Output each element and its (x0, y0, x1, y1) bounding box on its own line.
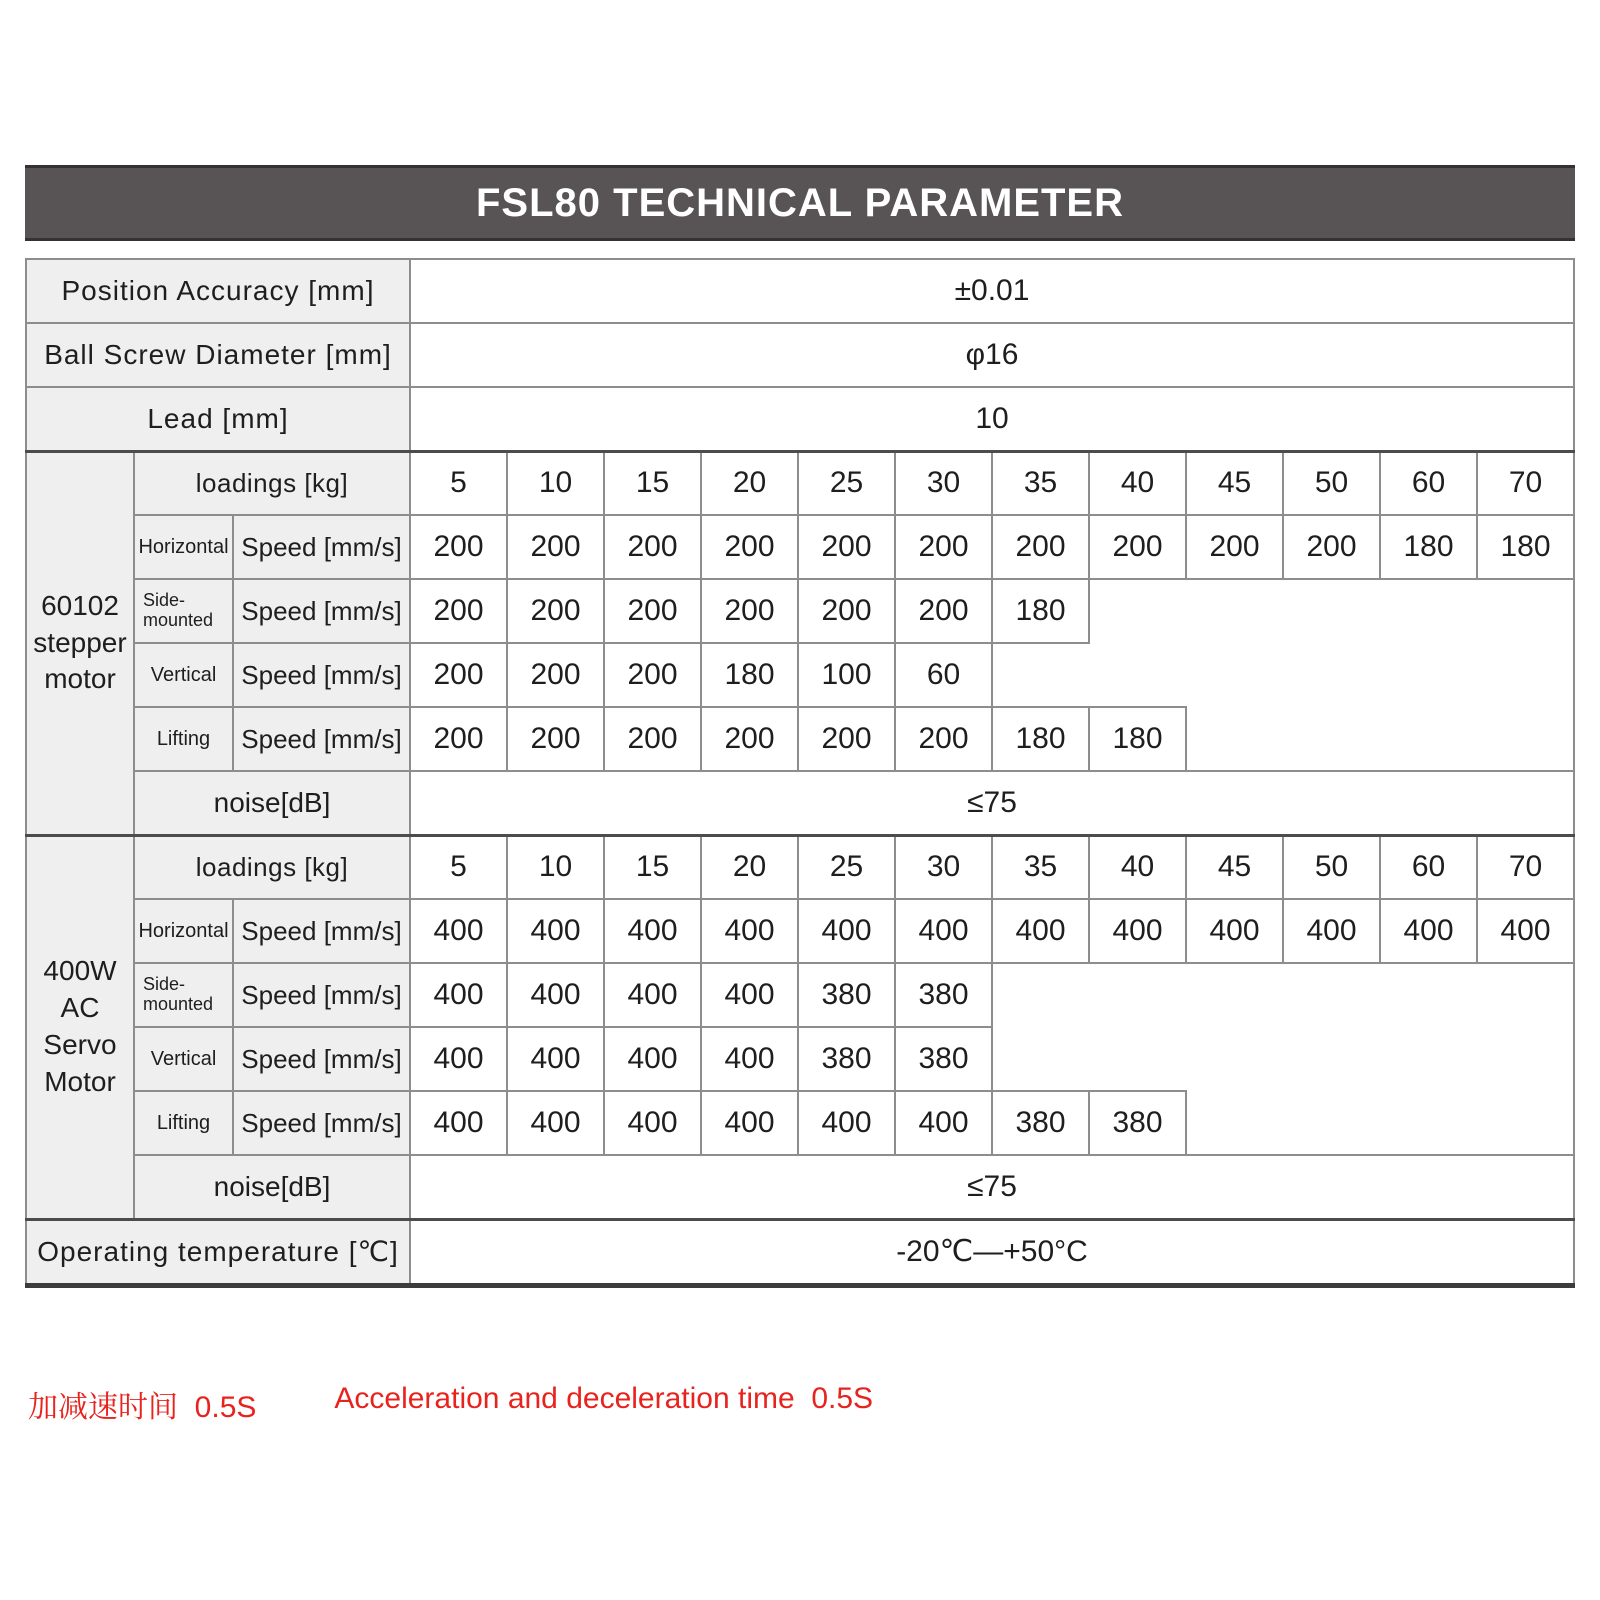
speed-cell: 380 (1089, 1091, 1186, 1155)
value-position-accuracy: ±0.01 (410, 259, 1574, 323)
table-row (26, 387, 1574, 451)
speed-cell: 400 (701, 899, 798, 963)
speed-cell: 400 (701, 1091, 798, 1155)
speed-unit-label: Speed [mm/s] (233, 1027, 410, 1091)
table-row (26, 707, 1574, 771)
speed-cell: 380 (895, 963, 992, 1027)
loading-header-cell: 45 (1186, 835, 1283, 899)
speed-cell: 200 (604, 643, 701, 707)
speed-cell: 100 (798, 643, 895, 707)
loading-header-cell: 35 (992, 835, 1089, 899)
speed-cell: 400 (798, 1091, 895, 1155)
acceleration-note-en: Acceleration and deceleration time 0.5S (334, 1382, 874, 1415)
speed-cell: 400 (701, 1027, 798, 1091)
servo-motor-name (26, 835, 134, 1219)
acceleration-note (28, 1382, 873, 1426)
speed-cell: 400 (604, 899, 701, 963)
speed-cell: 200 (798, 579, 895, 643)
speed-cell: 400 (410, 899, 507, 963)
table-row (26, 515, 1574, 579)
noise-value: ≤75 (410, 771, 1574, 835)
empty-cells (992, 1027, 1574, 1091)
loading-header-cell: 25 (798, 835, 895, 899)
orientation-label-lifting: Lifting (134, 1091, 233, 1155)
label-position-accuracy: Position Accuracy [mm] (26, 259, 410, 323)
speed-cell: 200 (507, 515, 604, 579)
empty-cells (992, 643, 1574, 707)
motor-name-line: motor (44, 663, 116, 695)
page-title: FSL80 TECHNICAL PARAMETER (475, 180, 1124, 225)
motor-name-line: AC (60, 992, 100, 1024)
value-operating-temperature: -20℃—+50°C (410, 1219, 1574, 1285)
table-row (26, 643, 1574, 707)
noise-label: noise[dB] (134, 771, 410, 835)
loading-header-cell: 40 (1089, 835, 1186, 899)
speed-cell: 200 (410, 515, 507, 579)
speed-unit-label: Speed [mm/s] (233, 963, 410, 1027)
loading-header-cell: 5 (410, 835, 507, 899)
motor-name-line: Servo (43, 1029, 117, 1060)
loadings-label: loadings [kg] (134, 451, 410, 515)
speed-cell: 400 (992, 899, 1089, 963)
speed-unit-label: Speed [mm/s] (233, 643, 410, 707)
orientation-line: Side- (143, 974, 186, 995)
speed-cell: 200 (701, 515, 798, 579)
speed-cell: 200 (507, 707, 604, 771)
speed-cell: 380 (992, 1091, 1089, 1155)
stepper-motor-name (26, 451, 134, 835)
table-row (26, 899, 1574, 963)
label-lead: Lead [mm] (26, 387, 410, 451)
orientation-label-side-mounted (134, 963, 233, 1027)
speed-cell: 200 (507, 579, 604, 643)
orientation-label-horizontal: Horizontal (134, 899, 233, 963)
speed-cell: 180 (992, 707, 1089, 771)
motor-name-line: 60102 (41, 589, 119, 621)
speed-cell: 400 (604, 1091, 701, 1155)
speed-cell: 400 (507, 899, 604, 963)
speed-cell: 380 (798, 1027, 895, 1091)
speed-cell: 200 (410, 707, 507, 771)
table-row (26, 1027, 1574, 1091)
loading-header-cell: 50 (1283, 451, 1380, 515)
speed-cell: 180 (701, 643, 798, 707)
speed-cell: 180 (1477, 515, 1574, 579)
title-bar (25, 165, 1575, 241)
loading-header-cell: 20 (701, 835, 798, 899)
speed-cell: 400 (410, 1027, 507, 1091)
speed-cell: 400 (895, 1091, 992, 1155)
speed-cell: 200 (895, 515, 992, 579)
speed-cell: 200 (1186, 515, 1283, 579)
loading-header-cell: 40 (1089, 451, 1186, 515)
table-row (26, 835, 1574, 899)
speed-cell: 400 (1380, 899, 1477, 963)
acceleration-note-cn: 加减速时间 0.5S (28, 1391, 257, 1424)
orientation-line: Side- (143, 590, 186, 611)
table-row (26, 451, 1574, 515)
table-row (26, 1219, 1574, 1285)
orientation-label-horizontal: Horizontal (134, 515, 233, 579)
speed-cell: 60 (895, 643, 992, 707)
speed-cell: 200 (604, 515, 701, 579)
speed-unit-label: Speed [mm/s] (233, 899, 410, 963)
orientation-line: mounted (143, 994, 214, 1014)
value-lead: 10 (410, 387, 1574, 451)
speed-cell: 200 (992, 515, 1089, 579)
speed-cell: 200 (798, 515, 895, 579)
speed-unit-label: Speed [mm/s] (233, 707, 410, 771)
speed-cell: 200 (507, 643, 604, 707)
speed-cell: 180 (1089, 707, 1186, 771)
table-row (26, 771, 1574, 835)
label-ball-screw-diameter: Ball Screw Diameter [mm] (26, 323, 410, 387)
table-row (26, 259, 1574, 323)
speed-cell: 200 (895, 707, 992, 771)
speed-cell: 400 (1089, 899, 1186, 963)
loading-header-cell: 20 (701, 451, 798, 515)
speed-cell: 400 (701, 963, 798, 1027)
speed-cell: 200 (798, 707, 895, 771)
loading-header-cell: 45 (1186, 451, 1283, 515)
loading-header-cell: 15 (604, 835, 701, 899)
loading-header-cell: 35 (992, 451, 1089, 515)
speed-cell: 180 (992, 579, 1089, 643)
speed-cell: 400 (410, 1091, 507, 1155)
speed-cell: 400 (895, 899, 992, 963)
orientation-label-side-mounted (134, 579, 233, 643)
technical-parameter-table (25, 258, 1575, 1288)
speed-cell: 400 (604, 1027, 701, 1091)
empty-cells (992, 963, 1574, 1027)
loading-header-cell: 60 (1380, 451, 1477, 515)
label-operating-temperature: Operating temperature [℃] (26, 1219, 410, 1285)
loading-header-cell: 60 (1380, 835, 1477, 899)
loading-header-cell: 70 (1477, 451, 1574, 515)
speed-cell: 400 (1283, 899, 1380, 963)
loading-header-cell: 50 (1283, 835, 1380, 899)
noise-label: noise[dB] (134, 1155, 410, 1219)
empty-cells (1186, 707, 1574, 771)
speed-cell: 400 (1477, 899, 1574, 963)
speed-cell: 400 (507, 963, 604, 1027)
orientation-label-vertical: Vertical (134, 1027, 233, 1091)
speed-cell: 200 (1089, 515, 1186, 579)
speed-cell: 200 (701, 707, 798, 771)
loading-header-cell: 5 (410, 451, 507, 515)
speed-cell: 400 (507, 1027, 604, 1091)
speed-cell: 200 (701, 579, 798, 643)
motor-name-line: Motor (44, 1065, 116, 1097)
empty-cells (1186, 1091, 1574, 1155)
loading-header-cell: 30 (895, 451, 992, 515)
speed-cell: 400 (798, 899, 895, 963)
orientation-label-lifting: Lifting (134, 707, 233, 771)
speed-unit-label: Speed [mm/s] (233, 579, 410, 643)
loading-header-cell: 10 (507, 451, 604, 515)
loading-header-cell: 10 (507, 835, 604, 899)
speed-cell: 400 (410, 963, 507, 1027)
table-row (26, 323, 1574, 387)
motor-name-line: 400W (43, 955, 117, 987)
speed-unit-label: Speed [mm/s] (233, 1091, 410, 1155)
table-row (26, 1155, 1574, 1219)
speed-cell: 200 (604, 579, 701, 643)
speed-cell: 200 (895, 579, 992, 643)
value-ball-screw-diameter: φ16 (410, 323, 1574, 387)
motor-name-line: stepper (33, 626, 127, 658)
speed-cell: 200 (410, 579, 507, 643)
table-row (26, 1091, 1574, 1155)
empty-cells (1089, 579, 1574, 643)
speed-cell: 180 (1380, 515, 1477, 579)
table-row (26, 579, 1574, 643)
loading-header-cell: 70 (1477, 835, 1574, 899)
speed-cell: 200 (1283, 515, 1380, 579)
loading-header-cell: 30 (895, 835, 992, 899)
speed-cell: 200 (410, 643, 507, 707)
loading-header-cell: 25 (798, 451, 895, 515)
orientation-line: mounted (143, 610, 214, 630)
loadings-label: loadings [kg] (134, 835, 410, 899)
speed-cell: 380 (895, 1027, 992, 1091)
speed-cell: 400 (1186, 899, 1283, 963)
speed-unit-label: Speed [mm/s] (233, 515, 410, 579)
speed-cell: 400 (604, 963, 701, 1027)
speed-cell: 400 (507, 1091, 604, 1155)
speed-cell: 380 (798, 963, 895, 1027)
loading-header-cell: 15 (604, 451, 701, 515)
orientation-label-vertical: Vertical (134, 643, 233, 707)
table-row (26, 963, 1574, 1027)
noise-value: ≤75 (410, 1155, 1574, 1219)
speed-cell: 200 (604, 707, 701, 771)
